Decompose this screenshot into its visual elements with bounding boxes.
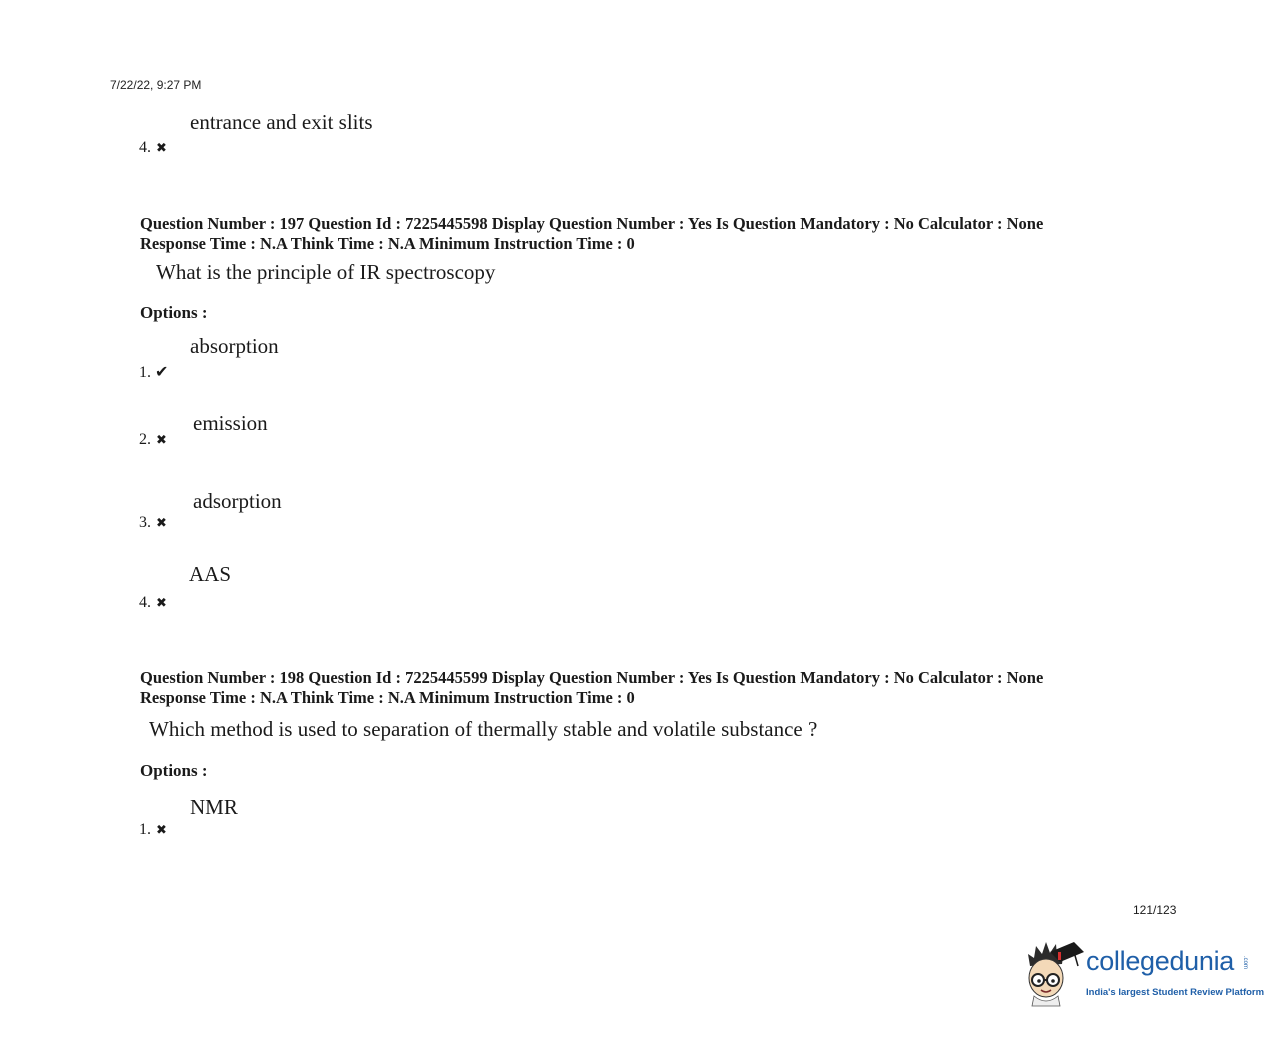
option-text: NMR <box>190 795 238 819</box>
options-label: Options : <box>140 303 208 322</box>
check-icon: ✔ <box>155 362 169 381</box>
question-meta-line2: Response Time : N.A Think Time : N.A Minimum Instruction Time : 0 <box>140 687 635 707</box>
option-number-row <box>139 594 167 612</box>
options-label: Options : <box>140 761 208 780</box>
page-number: 121/123 <box>1133 903 1177 917</box>
option-number-row <box>139 139 167 157</box>
option-number: 2. <box>139 431 151 448</box>
mascot-icon <box>1024 940 1086 1010</box>
question-meta <box>140 214 1043 253</box>
option-text: adsorption <box>193 489 282 513</box>
option-text: absorption <box>190 334 279 358</box>
question-meta-line2: Response Time : N.A Think Time : N.A Minimum Instruction Time : 0 <box>140 233 635 253</box>
option-number-row <box>139 821 167 839</box>
collegedunia-logo <box>1024 940 1265 1010</box>
question-meta-line1: Question Number : 197 Question Id : 7225445598 Display Question Number : Yes Is Question Mandatory : No Calculator : None <box>140 214 1044 233</box>
option-number-row <box>139 514 167 532</box>
option-number: 1. <box>139 364 151 381</box>
logo-tagline: India's largest Student Review Platform <box>1086 987 1265 998</box>
cross-icon: ✖ <box>156 596 167 611</box>
cross-icon: ✖ <box>156 141 167 156</box>
option-number: 1. <box>139 821 151 838</box>
print-timestamp: 7/22/22, 9:27 PM <box>110 78 202 92</box>
option-text: AAS <box>189 562 232 586</box>
question-meta <box>140 668 1043 707</box>
option-text: entrance and exit slits <box>190 110 373 134</box>
option-number: 3. <box>139 514 151 531</box>
cross-icon: ✖ <box>156 516 167 531</box>
question-text: Which method is used to separation of thermally stable and volatile substance ? <box>149 717 818 741</box>
option-text: emission <box>193 411 268 435</box>
logo-domain: .com <box>1242 956 1248 970</box>
option-number: 4. <box>139 594 151 611</box>
option-number: 4. <box>139 139 151 156</box>
question-meta-line1: Question Number : 198 Question Id : 7225445599 Display Question Number : Yes Is Question Mandatory : No Calculator : None <box>140 668 1044 687</box>
option-number-row <box>139 431 167 449</box>
cross-icon: ✖ <box>156 823 167 838</box>
logo-wordmark: collegedunia <box>1086 946 1235 976</box>
question-text: What is the principle of IR spectroscopy <box>156 260 496 284</box>
option-number-row <box>139 362 168 382</box>
cross-icon: ✖ <box>156 433 167 448</box>
